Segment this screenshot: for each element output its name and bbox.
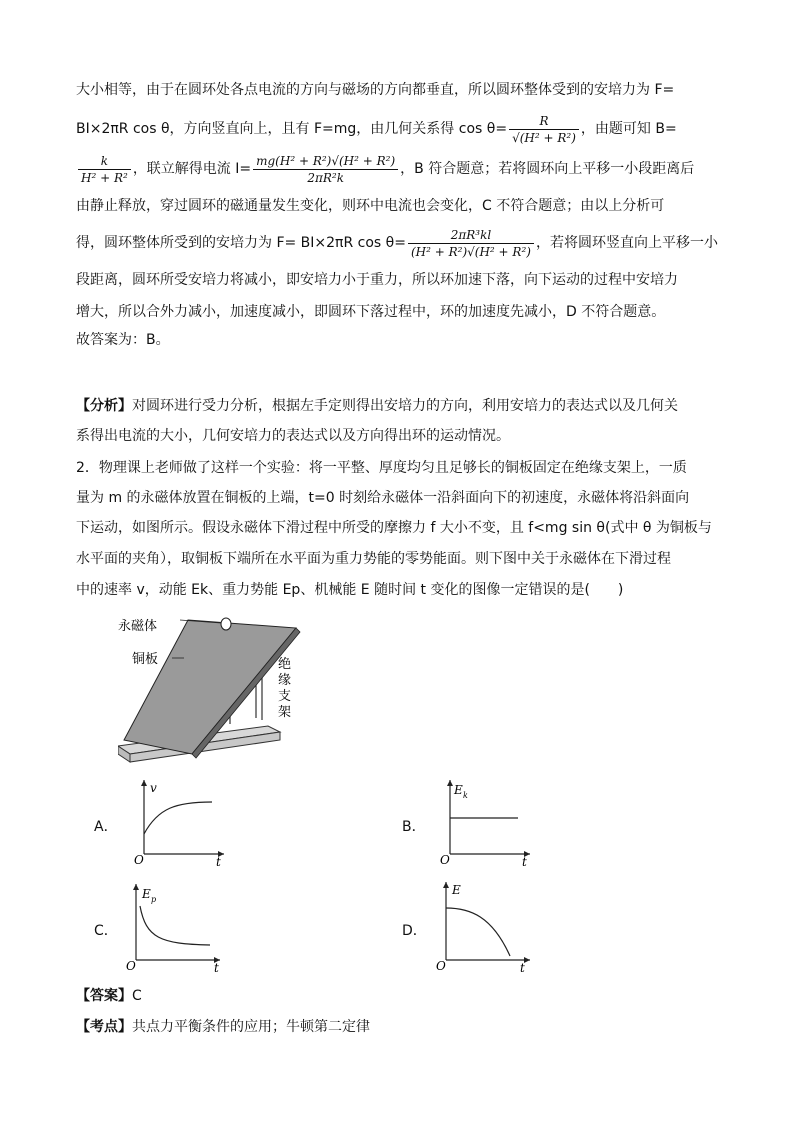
axis-label-t: t (216, 855, 221, 868)
graph-a (128, 776, 228, 868)
magnet-label: 永磁体 (118, 619, 158, 634)
fraction-denominator: H² + R² (81, 170, 128, 185)
potential-energy-curve (140, 906, 210, 945)
solution-line-2b: ，由题可知 B= (580, 121, 677, 137)
plate-label: 铜板 (132, 652, 159, 667)
fraction-numerator: mg(H² + R²)√(H² + R²) (253, 153, 398, 170)
solution-line-2a: BI×2πR cos θ，方向竖直向上，且有 F=mg，由几何关系得 cos θ= (76, 121, 508, 137)
support-label-char: 绝 (278, 657, 292, 672)
option-c-label: C． (94, 923, 118, 939)
axis-label-y: E (454, 783, 463, 797)
velocity-curve (144, 802, 212, 834)
origin-label: O (134, 853, 144, 867)
support-label-char: 缘 (278, 673, 292, 688)
analysis-text-1: 对圆环进行受力分析，根据左手定则得出安培力的方向，利用安培力的表达式以及几何关 (132, 398, 678, 414)
cos-theta-fraction (509, 113, 579, 146)
option-b-label: B． (402, 819, 426, 835)
support-label-char: 支 (278, 689, 292, 704)
fraction-numerator: R (509, 113, 579, 130)
axis-label-y: E (452, 883, 461, 897)
force-fraction (408, 227, 534, 260)
graph-c (120, 880, 224, 974)
solution-line-4: 由静止释放，穿过圆环的磁通量发生变化，则环中电流也会变化，C 不符合题意；由以上分析可 (76, 198, 665, 214)
solution-line-5b: ，若将圆环竖直向上平移一小 (535, 235, 718, 251)
question-line-3: 下运动，如图所示。假设永磁体下滑过程中所受的摩擦力 f 大小不变，且 f<mg sin θ(式中 θ 为铜板与 (76, 520, 712, 536)
fraction-numerator: 2πR³kl (408, 227, 534, 244)
axis-label-t: t (522, 855, 527, 868)
fraction-denominator: 2πR²k (307, 170, 344, 185)
question-line-1: 2．物理课上老师做了这样一个实验：将一平整、厚度均匀且足够长的铜板固定在绝缘支架上，一质 (76, 460, 687, 476)
option-d-label: D． (402, 923, 427, 939)
axis-label-y: v (150, 781, 157, 795)
kaodian-tag: 【考点】 (76, 1019, 132, 1035)
solution-line-5 (76, 224, 718, 262)
axis-label-t: t (520, 961, 525, 974)
fraction-numerator: k (78, 153, 131, 170)
answer-tag: 【答案】 (76, 988, 132, 1004)
question-line-5: 中的速率 v，动能 Ek、重力势能 Ep、机械能 E 随时间 t 变化的图像一定错误的是( ) (76, 582, 624, 598)
mechanical-energy-curve (446, 908, 510, 956)
copper-plate-figure (118, 608, 308, 770)
option-a-label: A． (94, 819, 118, 835)
solution-line-7: 增大，所以合外力减小，加速度减小，即圆环下落过程中，环的加速度先减小，D 不符合题意。 (76, 304, 666, 320)
solution-line-6: 段距离，圆环所受安培力将减小，即安培力小于重力，所以环加速下落，向下运动的过程中安培力 (76, 272, 678, 288)
solution-line-5a: 得，圆环整体所受到的安培力为 F= BI×2πR cos θ= (76, 235, 406, 251)
analysis-line-2: 系得出电流的大小，几何安培力的表达式以及方向得出环的运动情况。 (76, 428, 510, 444)
fraction-denominator: (H² + R²)√(H² + R²) (410, 244, 531, 259)
origin-label: O (436, 959, 446, 973)
b-fraction (78, 153, 131, 186)
question-line-4: 水平面的夹角），取铜板下端所在水平面为重力势能的零势能面。则下图中关于永磁体在下滑过程 (76, 551, 671, 567)
question-line-2: 量为 m 的永磁体放置在铜板的上端，t=0 时刻给永磁体一沿斜面向下的初速度，永磁体将沿斜面向 (76, 490, 690, 506)
answer-line (76, 986, 142, 1006)
origin-label: O (440, 853, 450, 867)
solution-line-1: 大小相等，由于在圆环处各点电流的方向与磁场的方向都垂直，所以圆环整体受到的安培力为 F= (76, 82, 675, 98)
graph-d (430, 878, 534, 974)
answer-value: C (132, 988, 142, 1004)
kaodian-value: 共点力平衡条件的应用；牛顿第二定律 (132, 1019, 370, 1035)
solution-line-3b: ，B 符合题意；若将圆环向上平移一小段距离后 (400, 161, 695, 177)
axis-label-t: t (214, 961, 219, 974)
solution-line-3a: ，联立解得电流 I= (132, 161, 252, 177)
kaodian-line (76, 1017, 370, 1037)
solution-line-8: 故答案为：B。 (76, 332, 170, 348)
origin-label: O (126, 959, 136, 973)
axis-label-subscript: k (463, 791, 468, 800)
current-fraction (253, 153, 398, 186)
graph-b (434, 776, 534, 868)
analysis-tag: 【分析】 (76, 398, 132, 414)
solution-line-2 (76, 112, 677, 146)
axis-label-subscript: p (151, 895, 157, 904)
axis-label-y: E (142, 887, 151, 901)
support-label-char: 架 (278, 705, 292, 720)
fraction-denominator: √(H² + R²) (512, 130, 576, 145)
analysis-line-1 (76, 396, 678, 416)
solution-line-3 (76, 152, 694, 186)
